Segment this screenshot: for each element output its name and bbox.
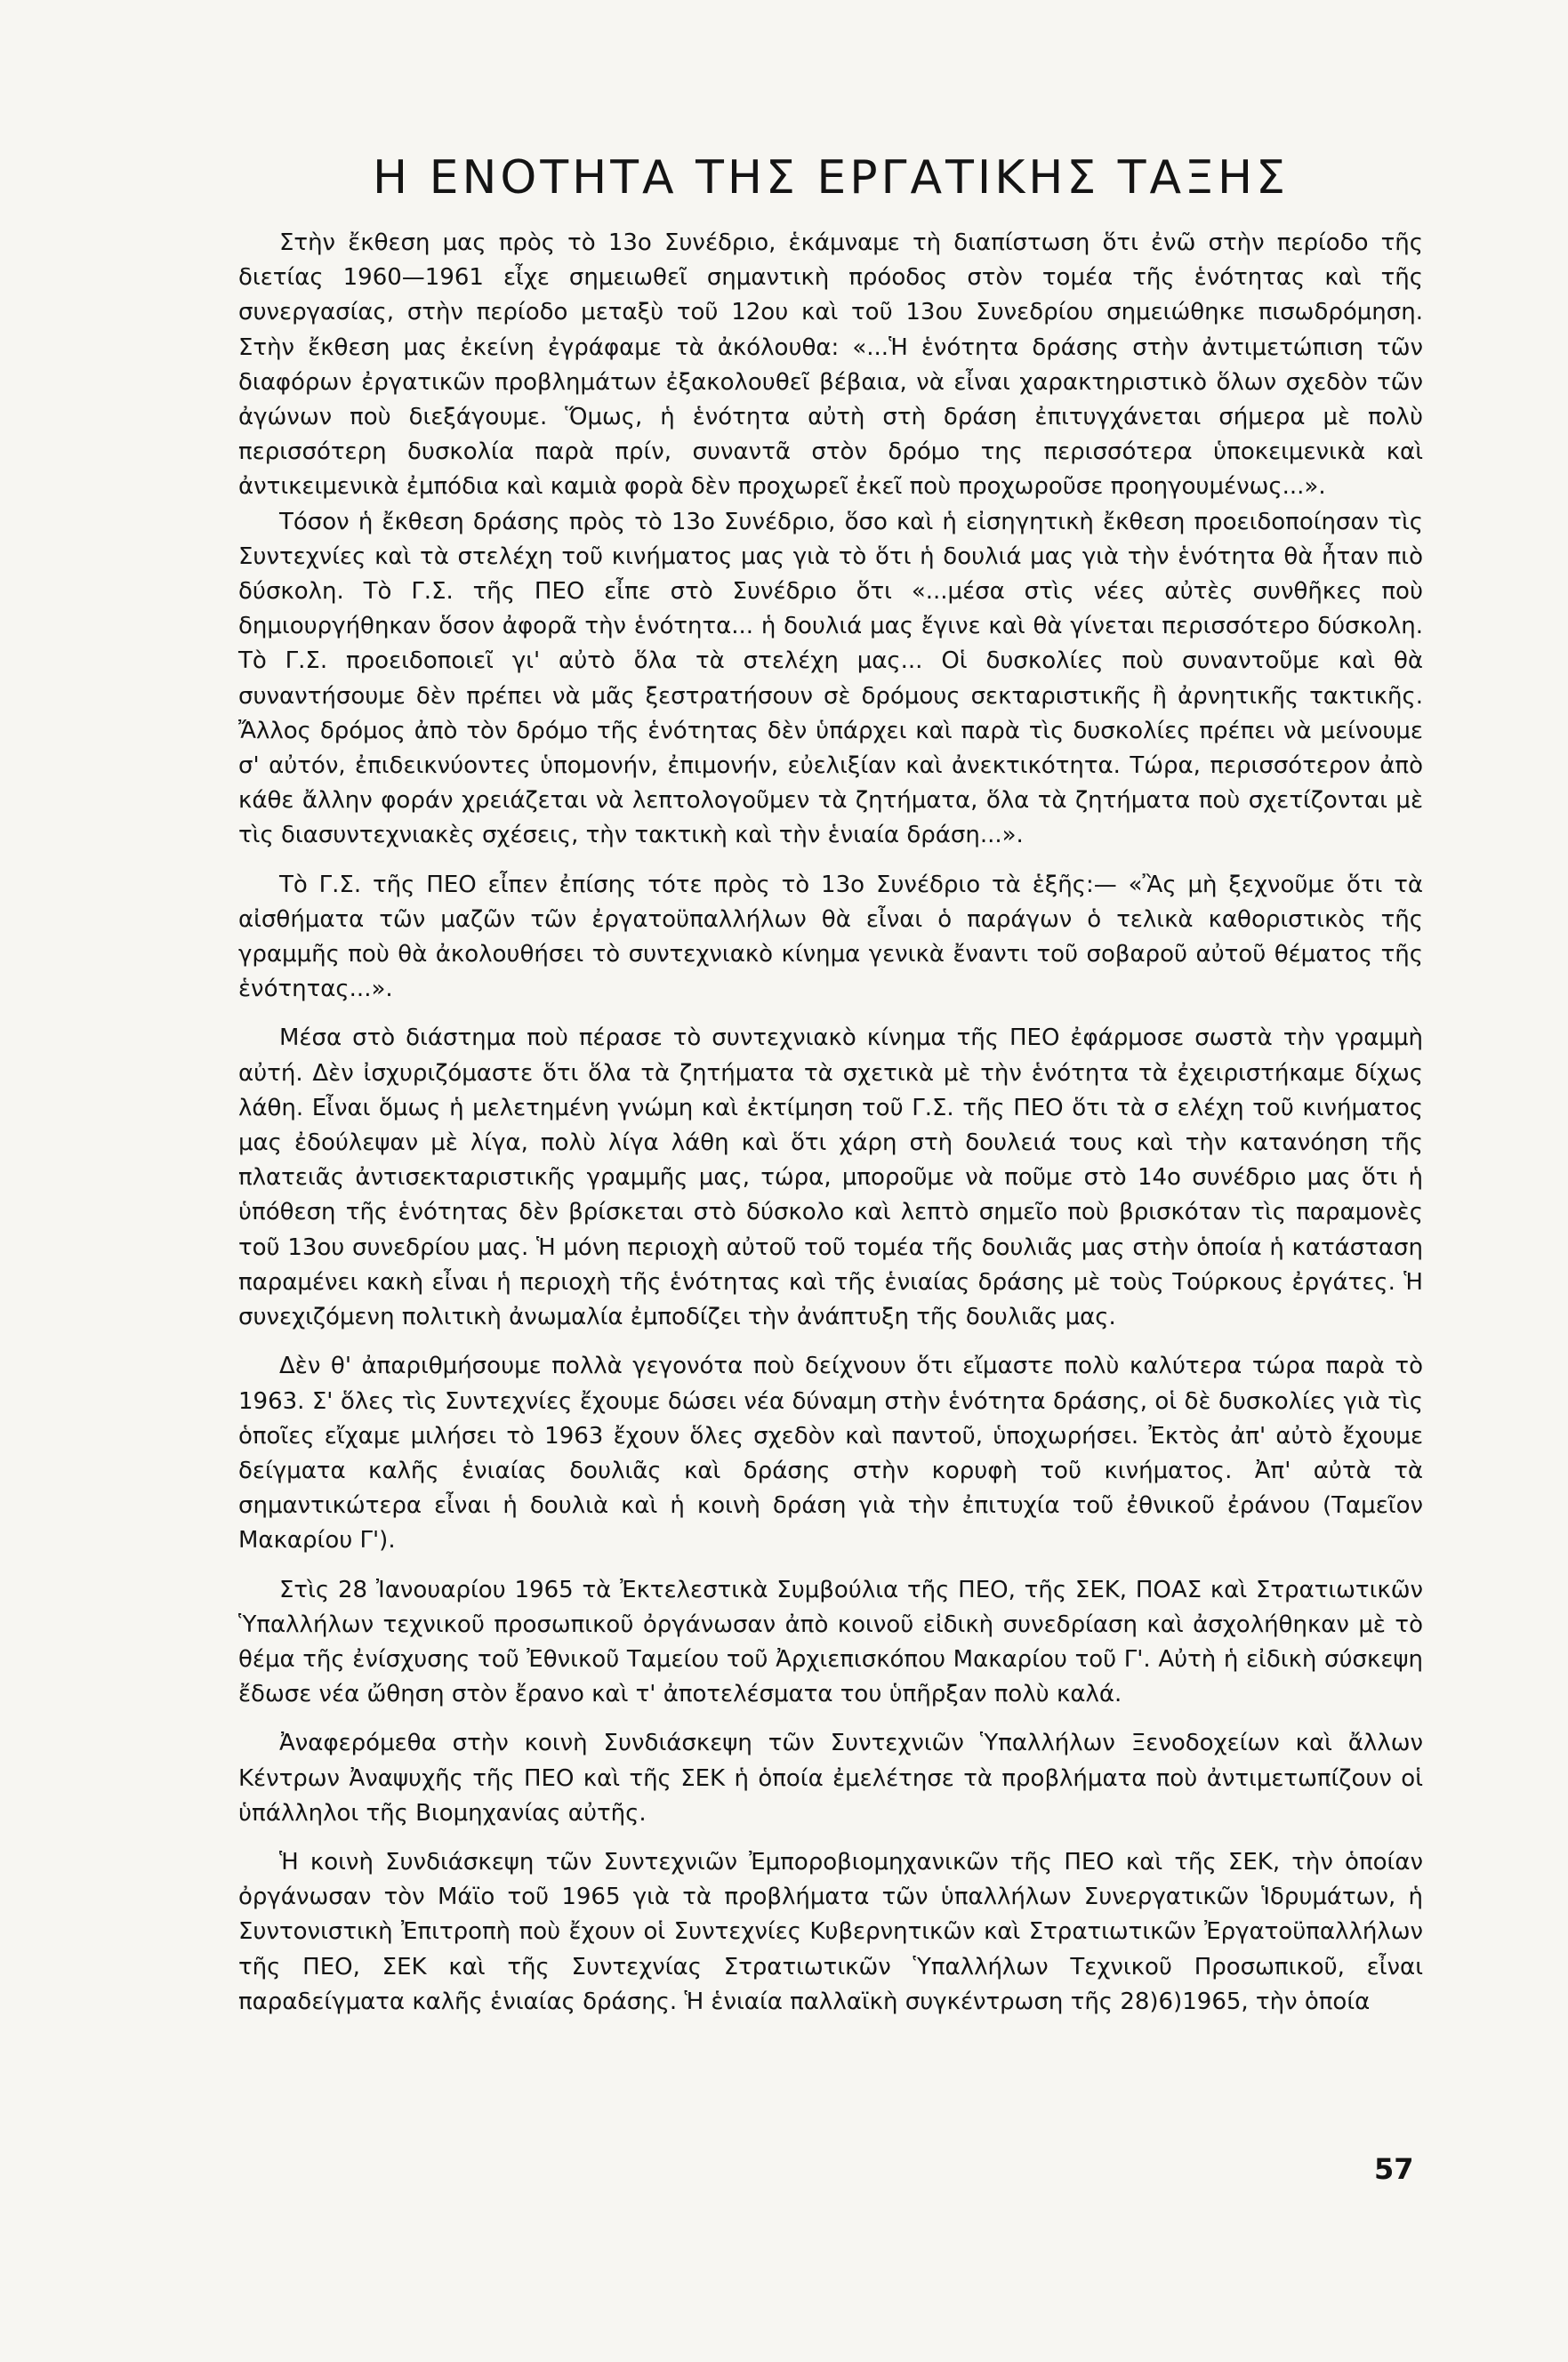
page-title: Η ΕΝΟΤΗΤΑ ΤΗΣ ΕΡΓΑΤΙΚΗΣ ΤΑΞΗΣ <box>373 151 1289 205</box>
paragraph-6: Στὶς 28 Ἰανουαρίου 1965 τὰ Ἐκτελεστικὰ Συμβούλια τῆς ΠΕΟ, τῆς ΣΕΚ, ΠΟΑΣ καὶ Στρατιωτικῶν Ὑπαλλήλων τεχνικοῦ προσωπικοῦ ὀργάνωσαν ἀπὸ κοινοῦ εἰδικὴ συνεδρίαση καὶ ἀσχολήθηκαν μὲ τὸ θέμα τῆς ἐνίσχυσης τοῦ Ἐθνικοῦ Ταμείου τοῦ Ἀρχιεπισκόπου Μακαρίου τοῦ Γ'. Αὐτὴ ἡ εἰδικὴ σύσκεψη ἔδωσε νέα ὤθηση στὸν ἔρανο καὶ τ' ἀποτελέσματα του ὑπῆρξαν πολὺ καλά. <box>238 1576 1423 1708</box>
paragraph-4: Μέσα στὸ διάστημα ποὺ πέρασε τὸ συντεχνιακὸ κίνημα τῆς ΠΕΟ ἐφάρμοσε σωστὰ τὴν γραμμὴ αὐτή. Δὲν ἰσχυριζόμαστε ὅτι ὅλα τὰ ζητήματα τὰ σχετικὰ μὲ τὴν ἑνότητα τὰ ἐχειριστήκαμε δίχως λάθη. Εἶναι ὅμως ἡ μελετημένη γνώμη καὶ ἐκτίμηση τοῦ Γ.Σ. τῆς ΠΕΟ ὅτι τὰ σ ελέχη τοῦ κινήματος μας ἐδούλεψαν μὲ λίγα, πολὺ λίγα λάθη καὶ ὅτι χάρη στὴ δουλειά τους καὶ τὴν κατανόηση τῆς πλατειᾶς ἀντισεκταριστικῆς γραμμῆς μας, τώρα, μποροῦμε νὰ ποῦμε στὸ 14ο συνέδριο μας ὅτι ἡ ὑπόθεση τῆς ἑνότητας δὲν βρίσκεται στὸ δύσκολο καὶ λεπτὸ σημεῖο ποὺ βρισκόταν τὶς παραμονὲς τοῦ 13ου συνεδρίου μας. Ἡ μόνη περιοχὴ αὐτοῦ τοῦ τομέα τῆς δουλιᾶς μας στὴν ὁποία ἡ κατάσταση παραμένει κακὴ εἶναι ἡ περιοχὴ τῆς ἑνότητας καὶ τῆς ἑνιαίας δράσης μὲ τοὺς Τούρκους ἐργάτες. Ἡ συνεχιζόμενη πολιτικὴ ἀνωμαλία ἐμποδίζει τὴν ἀνάπτυξη τῆς δουλιᾶς μας. <box>238 1024 1423 1331</box>
page-number: 57 <box>1374 2152 1414 2186</box>
page-body <box>238 151 1423 2020</box>
paragraph-2: Τόσον ἡ ἔκθεση δράσης πρὸς τὸ 13ο Συνέδριο, ὅσο καὶ ἡ εἰσηγητικὴ ἔκθεση προειδοποίησαν τὶς Συντεχνίες καὶ τὰ στελέχη τοῦ κινήματος μας γιὰ τὸ ὅτι ἡ δουλιά μας γιὰ τὴν ἑνότητα θὰ ἦταν πιὸ δύσκολη. Τὸ Γ.Σ. τῆς ΠΕΟ εἶπε στὸ Συνέδριο ὅτι «...μέσα στὶς νέες αὐτὲς συνθῆκες ποὺ δημιουργήθηκαν ὅσον ἀφορᾶ τὴν ἑνότητα... ἡ δουλιά μας ἔγινε καὶ θὰ γίνεται περισσότερο δύσκολη. Τὸ Γ.Σ. προειδοποιεῖ γι' αὐτὸ ὅλα τὰ στελέχη μας... Οἱ δυσκολίες ποὺ συναντοῦμε καὶ θὰ συναντήσουμε δὲν πρέπει νὰ μᾶς ξεστρατήσουν σὲ δρόμους σεκταριστικῆς ἢ ἀρνητικῆς τακτικῆς. Ἄλλος δρόμος ἀπὸ τὸν δρόμο τῆς ἑνότητας δὲν ὑπάρχει καὶ παρὰ τὶς δυσκολίες πρέπει νὰ μείνουμε σ' αὐτόν, ἐπιδεικνύοντες ὑπομονήν, ἐπιμονήν, εὐελιξίαν καὶ ἀνεκτικότητα. Τώρα, περισσότερον ἀπὸ κάθε ἄλλην φοράν χρειάζεται νὰ λεπτολογοῦμεν τὰ ζητήματα, ὅλα τὰ ζητήματα ποὺ σχετίζονται μὲ τὶς διασυντεχνιακὲς σχέσεις, τὴν τακτικὴ καὶ τὴν ἑνιαία δράση...». <box>238 508 1423 849</box>
paragraph-8: Ἡ κοινὴ Συνδιάσκεψη τῶν Συντεχνιῶν Ἐμποροβιομηχανικῶν τῆς ΠΕΟ καὶ τῆς ΣΕΚ, τὴν ὁποίαν ὀργάνωσαν τὸν Μάϊο τοῦ 1965 γιὰ τὰ προβλήματα τῶν ὑπαλλήλων Συνεργατικῶν Ἱδρυμάτων, ἡ Συντονιστικὴ Ἐπιτροπὴ ποὺ ἔχουν οἱ Συντεχνίες Κυβερνητικῶν καὶ Στρατιωτικῶν Ἐργατοϋπαλλήλων τῆς ΠΕΟ, ΣΕΚ καὶ τῆς Συντεχνίας Στρατιωτικῶν Ὑπαλλήλων Τεχνικοῦ Προσωπικοῦ, εἶναι παραδείγματα καλῆς ἑνιαίας δράσης. Ἡ ἑνιαία παλλαϊκὴ συγκέντρωση τῆς 28)6)1965, τὴν ὁποία <box>238 1848 1423 2015</box>
paragraph-1: Στὴν ἔκθεση μας πρὸς τὸ 13ο Συνέδριο, ἑκάμναμε τὴ διαπίστωση ὅτι ἐνῶ στὴν περίοδο τῆς διετίας 1960—1961 εἶχε σημειωθεῖ σημαντικὴ πρόοδος στὸν τομέα τῆς ἑνότητας καὶ τῆς συνεργασίας, στὴν περίοδο μεταξὺ τοῦ 12ου καὶ τοῦ 13ου Συνεδρίου σημειώθηκε πισωδρόμηση. Στὴν ἔκθεση μας ἐκείνη ἐγράφαμε τὰ ἀκόλουθα: «...Ἡ ἑνότητα δράσης στὴν ἀντιμετώπιση τῶν διαφόρων ἐργατικῶν προβλημάτων ἐξακολουθεῖ βέβαια, νὰ εἶναι χαρακτηριστικὸ ὅλων σχεδὸν τῶν ἀγώνων ποὺ διεξάγουμε. Ὅμως, ἡ ἑνότητα αὐτὴ στὴ δράση ἐπιτυγχάνεται σήμερα μὲ πολὺ περισσότερη δυσκολία παρὰ πρίν, συναντᾶ στὸν δρόμο της περισσότερα ὑποκειμενικὰ καὶ ἀντικειμενικὰ ἐμπόδια καὶ καμιὰ φορὰ δὲν προχωρεῖ ἐκεῖ ποὺ προχωροῦσε προηγουμένως...». <box>238 229 1423 501</box>
paragraph-5: Δὲν θ' ἀπαριθμήσουμε πολλὰ γεγονότα ποὺ δείχνουν ὅτι εἴμαστε πολὺ καλύτερα τώρα παρὰ τὸ 1963. Σ' ὅλες τὶς Συντεχνίες ἔχουμε δώσει νέα δύναμη στὴν ἑνότητα δράσης, οἱ δὲ δυσκολίες γιὰ τὶς ὁποῖες εἴχαμε μιλήσει τὸ 1963 ἔχουν ὅλες σχεδὸν καὶ παντοῦ, ὑποχωρήσει. Ἐκτὸς ἀπ' αὐτὸ ἔχουμε δείγματα καλῆς ἑνιαίας δουλιᾶς καὶ δράσης στὴν κορυφὴ τοῦ κινήματος. Ἀπ' αὐτὰ τὰ σημαντικώτερα εἶναι ἡ δουλιὰ καὶ ἡ κοινὴ δράση γιὰ τὴν ἐπιτυχία τοῦ ἐθνικοῦ ἐράνου (Ταμεῖον Μακαρίου Γ'). <box>238 1353 1423 1555</box>
paragraph-7: Ἀναφερόμεθα στὴν κοινὴ Συνδιάσκεψη τῶν Συντεχνιῶν Ὑπαλλήλων Ξενοδοχείων καὶ ἄλλων Κέντρων Ἀναψυχῆς τῆς ΠΕΟ καὶ τῆς ΣΕΚ ἡ ὁποία ἐμελέτησε τὰ προβλήματα ποὺ ἀντιμετωπίζουν οἱ ὑπάλληλοι τῆς Βιομηχανίας αὐτῆς. <box>238 1730 1423 1827</box>
paragraph-3: Τὸ Γ.Σ. τῆς ΠΕΟ εἶπεν ἐπίσης τότε πρὸς τὸ 13ο Συνέδριο τὰ ἑξῆς:— «Ἂς μὴ ξεχνοῦμε ὅτι τὰ αἰσθήματα τῶν μαζῶν τῶν ἐργατοϋπαλλήλων θὰ εἶναι ὁ παράγων ὁ τελικὰ καθοριστικὸς τῆς γραμμῆς ποὺ θὰ ἀκολουθήσει τὸ συντεχνιακὸ κίνημα γενικὰ ἔναντι τοῦ σοβαροῦ αὐτοῦ θέματος τῆς ἑνότητας...». <box>238 871 1423 1003</box>
